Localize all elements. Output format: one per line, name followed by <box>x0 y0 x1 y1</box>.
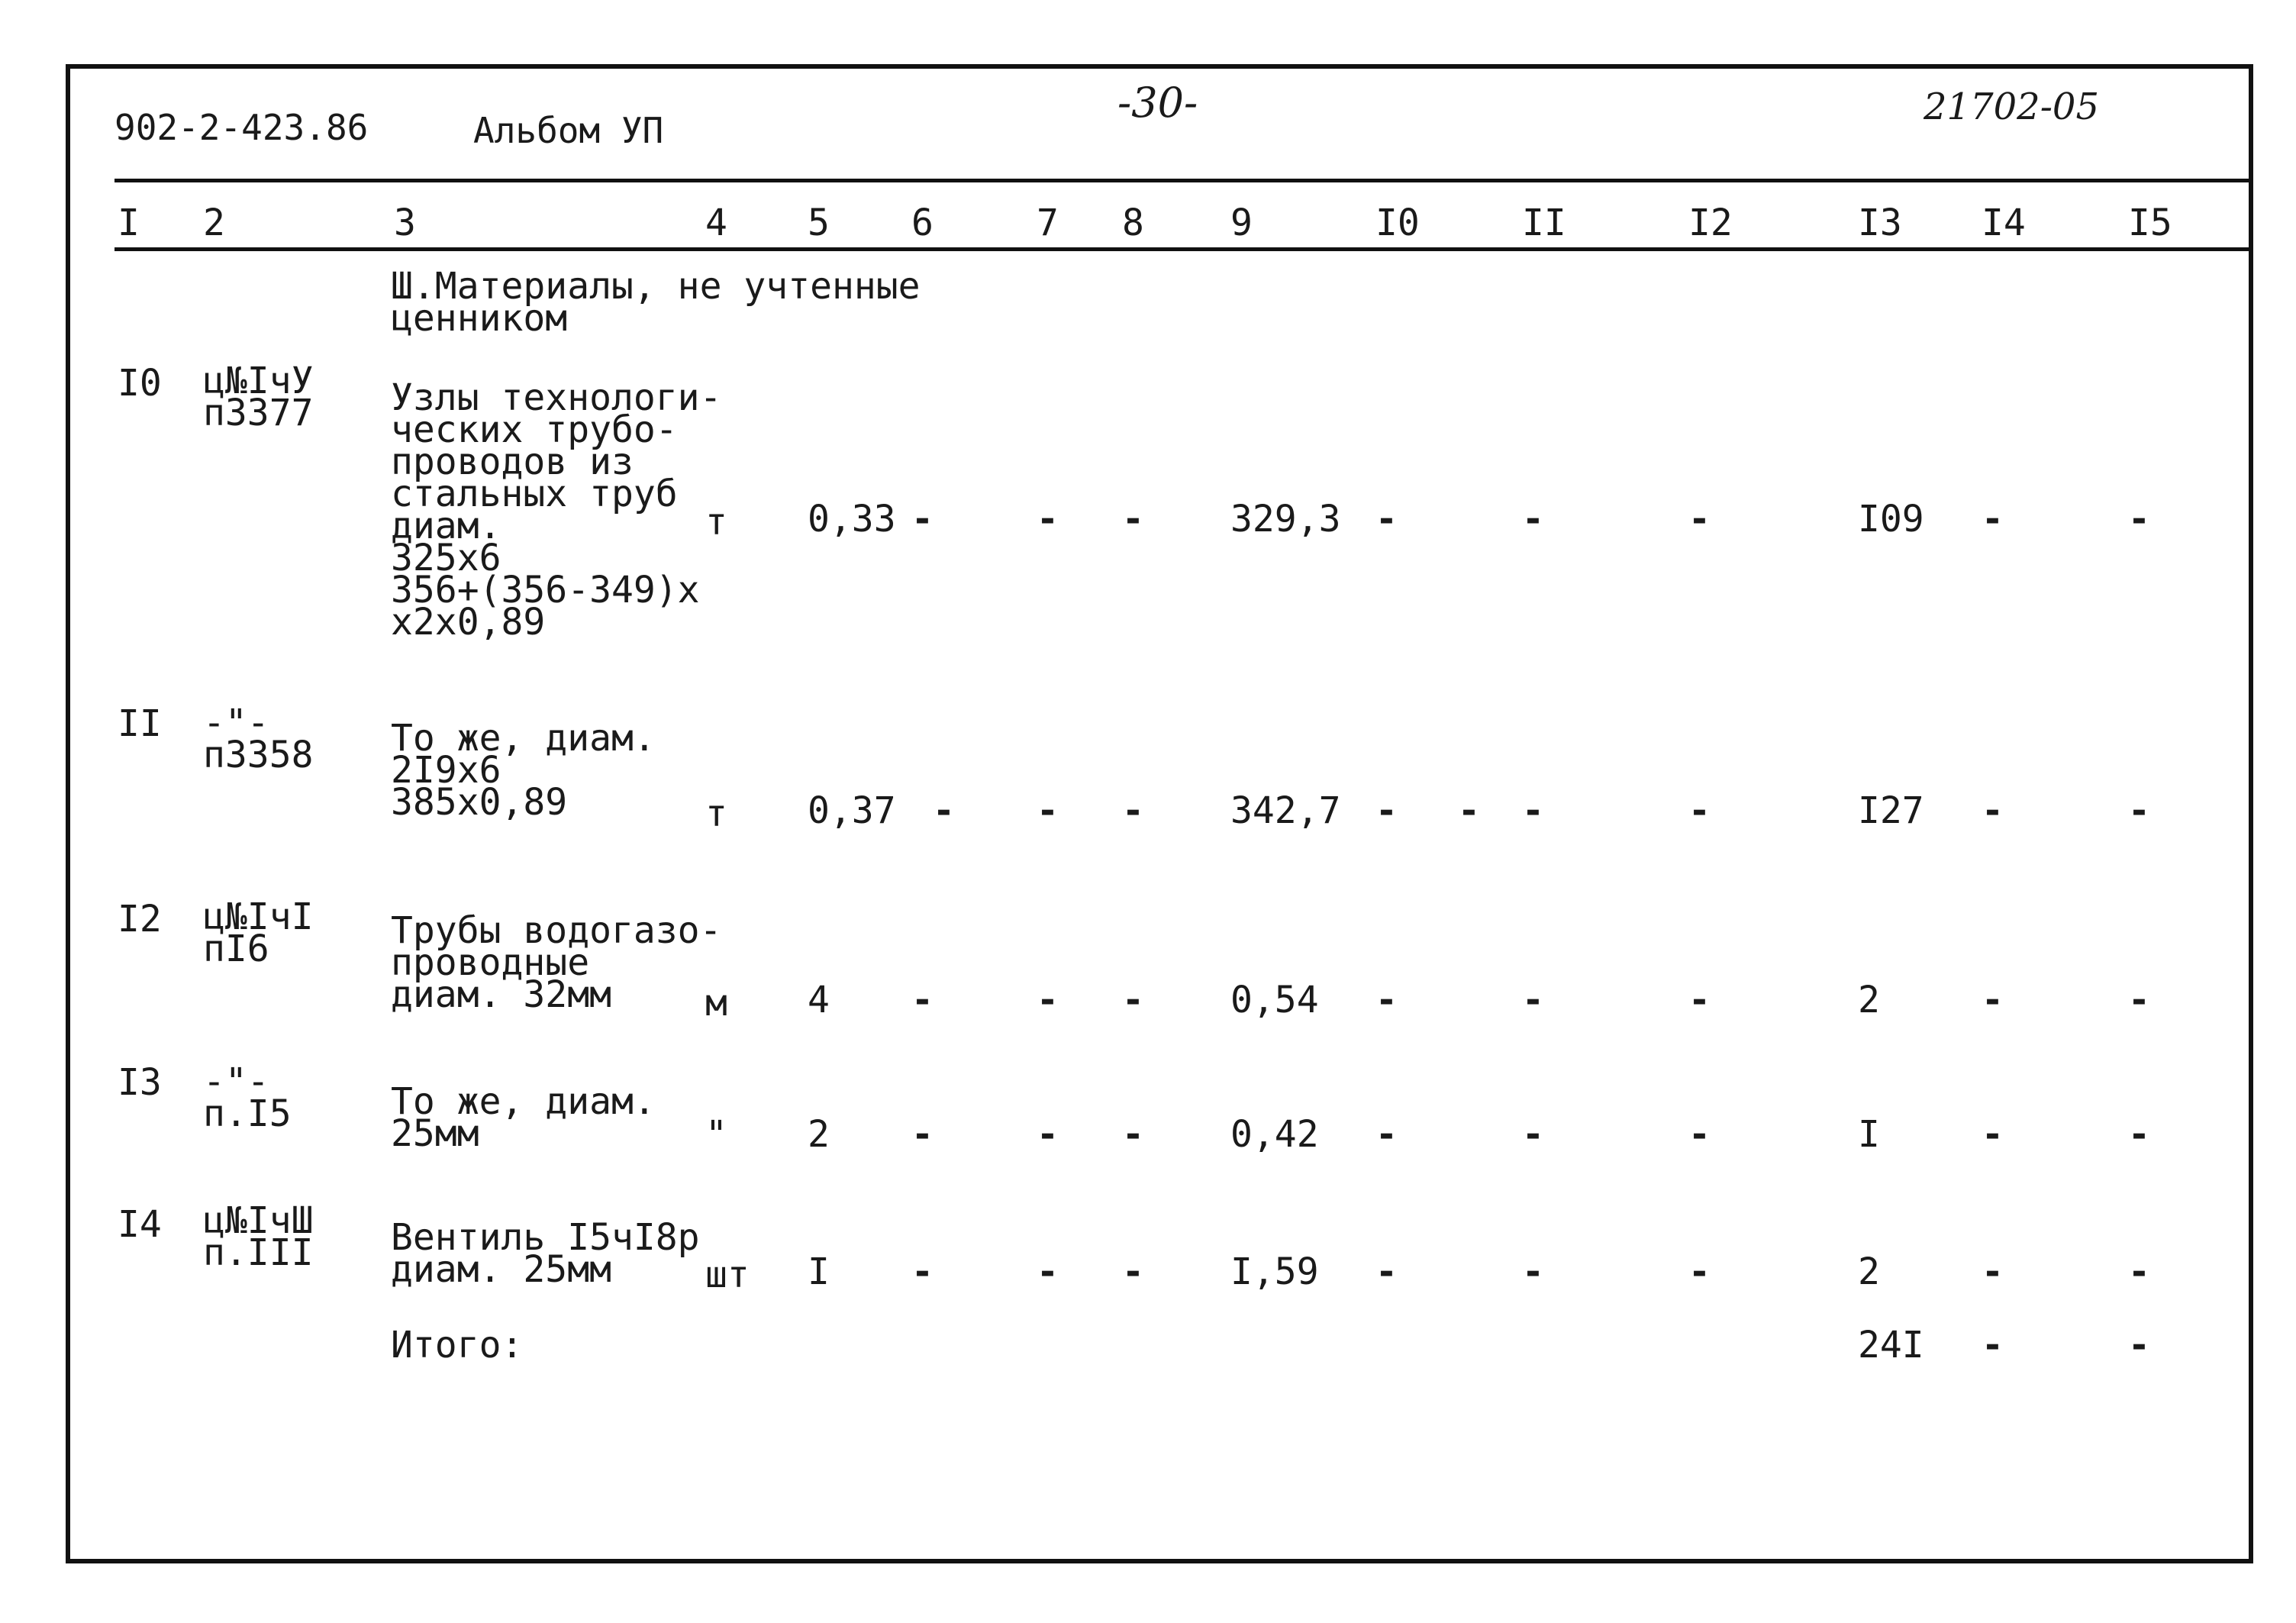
cell-col15: - <box>2128 1250 2150 1293</box>
summary-col14: - <box>1982 1324 2004 1366</box>
cell-col7: - <box>1037 498 1059 540</box>
cell-col6: - <box>911 498 934 540</box>
column-number: 4 <box>705 202 727 244</box>
cell-col11: - <box>1522 789 1544 832</box>
unit: м <box>705 982 727 1024</box>
quantity: 4 <box>808 979 830 1021</box>
unit-price: 329,3 <box>1230 498 1341 540</box>
row-number: I2 <box>118 898 162 941</box>
cell-col7: - <box>1037 1113 1059 1156</box>
column-number: I2 <box>1688 202 1733 244</box>
cell-col14: - <box>1982 789 2004 832</box>
summary-col15: - <box>2128 1324 2150 1366</box>
cell-col15: - <box>2128 1113 2150 1156</box>
cell-col14: - <box>1982 979 2004 1021</box>
cell-col10: - <box>1375 1250 1398 1293</box>
column-number: II <box>1522 202 1566 244</box>
column-number: 9 <box>1230 202 1253 244</box>
column-number: I <box>118 202 140 244</box>
cell-col10: - <box>1375 498 1398 540</box>
cell-col12: - <box>1688 979 1711 1021</box>
column-number: 5 <box>808 202 830 244</box>
unit: шт <box>705 1254 750 1296</box>
item-description: То же, диам. 25мм <box>391 1080 656 1155</box>
unit-price: 0,42 <box>1230 1113 1319 1156</box>
item-description: Узлы технологи- ческих трубо- проводов из стальных труб диам. 325x6 356+(356-349)x x2x0,89 <box>391 376 722 644</box>
total-cost: I <box>1858 1113 1880 1156</box>
cell-col15: - <box>2128 789 2150 832</box>
summary-total: 24I <box>1858 1324 1924 1366</box>
cell-col8: - <box>1122 498 1144 540</box>
price-reference: -"- п3358 <box>203 702 314 776</box>
column-number: I0 <box>1375 202 1420 244</box>
cell-col7: - <box>1037 1250 1059 1293</box>
cell-col6: - <box>911 979 934 1021</box>
cell-col15: - <box>2128 979 2150 1021</box>
column-number: I5 <box>2128 202 2172 244</box>
column-number: I4 <box>1982 202 2026 244</box>
cell-col11: - <box>1522 1113 1544 1156</box>
cell-col12: - <box>1688 498 1711 540</box>
cell-col6: - <box>911 1250 934 1293</box>
cell-col6: - <box>911 1113 934 1156</box>
cell-col12: - <box>1688 789 1711 832</box>
cell-col8: - <box>1122 1113 1144 1156</box>
cell-col10: - <box>1375 789 1398 832</box>
cell-col10: - <box>1375 979 1398 1021</box>
unit-price: 0,54 <box>1230 979 1319 1021</box>
section-title: Ш.Материалы, не учтенные ценником <box>391 265 921 340</box>
page-number: -30- <box>1117 79 1198 127</box>
cell-col14: - <box>1982 1113 2004 1156</box>
unit-price: I,59 <box>1230 1250 1319 1293</box>
quantity: 2 <box>808 1113 830 1156</box>
cell-col12: - <box>1688 1250 1711 1293</box>
row-number: I4 <box>118 1203 162 1246</box>
row-number: I0 <box>118 362 162 405</box>
quantity: 0,37 <box>808 789 896 832</box>
column-number: 6 <box>911 202 934 244</box>
item-description: Трубы водогазо- проводные диам. 32мм <box>391 909 722 1016</box>
column-header-rule <box>114 247 2253 251</box>
cell-col14: - <box>1982 498 2004 540</box>
row-number: I3 <box>118 1061 162 1104</box>
unit: " <box>705 1113 727 1156</box>
album-label: Альбом УП <box>473 110 664 151</box>
cell-col11: - <box>1522 979 1544 1021</box>
cell-col7: - <box>1037 789 1059 832</box>
cell-col15: - <box>2128 498 2150 540</box>
unit: т <box>705 792 727 835</box>
unit: т <box>705 501 727 544</box>
cell-col6: - <box>933 789 955 832</box>
cell-col8: - <box>1122 979 1144 1021</box>
doc-code: 902-2-423.86 <box>114 107 369 148</box>
unit-price: 342,7 <box>1230 789 1341 832</box>
price-reference: ц№IчI пI6 <box>203 895 314 970</box>
header-rule <box>114 179 2253 182</box>
price-reference: ц№IчУ п3377 <box>203 360 314 434</box>
column-number: 3 <box>394 202 416 244</box>
cell-col7: - <box>1037 979 1059 1021</box>
total-cost: I27 <box>1858 789 1924 832</box>
cell-col10: - <box>1375 1113 1398 1156</box>
item-description: То же, диам. 2I9x6 385x0,89 <box>391 717 656 824</box>
total-cost: I09 <box>1858 498 1924 540</box>
price-reference: -"- п.I5 <box>203 1060 292 1135</box>
quantity: 0,33 <box>808 498 896 540</box>
cell-col14: - <box>1982 1250 2004 1293</box>
quantity: I <box>808 1250 830 1293</box>
summary-label: Итого: <box>391 1324 524 1366</box>
column-number: 8 <box>1122 202 1144 244</box>
column-number: I3 <box>1858 202 1902 244</box>
cell-col12: - <box>1688 1113 1711 1156</box>
total-cost: 2 <box>1858 979 1880 1021</box>
cell-col10-extra: - <box>1458 789 1480 832</box>
row-number: II <box>118 702 162 745</box>
total-cost: 2 <box>1858 1250 1880 1293</box>
item-description: Вентиль I5чI8р диам. 25мм <box>391 1216 700 1291</box>
cell-col11: - <box>1522 1250 1544 1293</box>
cell-col11: - <box>1522 498 1544 540</box>
registration-number: 21702-05 <box>1924 86 2099 128</box>
column-number: 2 <box>203 202 225 244</box>
price-reference: ц№IчШ п.III <box>203 1199 314 1274</box>
cell-col8: - <box>1122 1250 1144 1293</box>
column-number: 7 <box>1037 202 1059 244</box>
cell-col8: - <box>1122 789 1144 832</box>
